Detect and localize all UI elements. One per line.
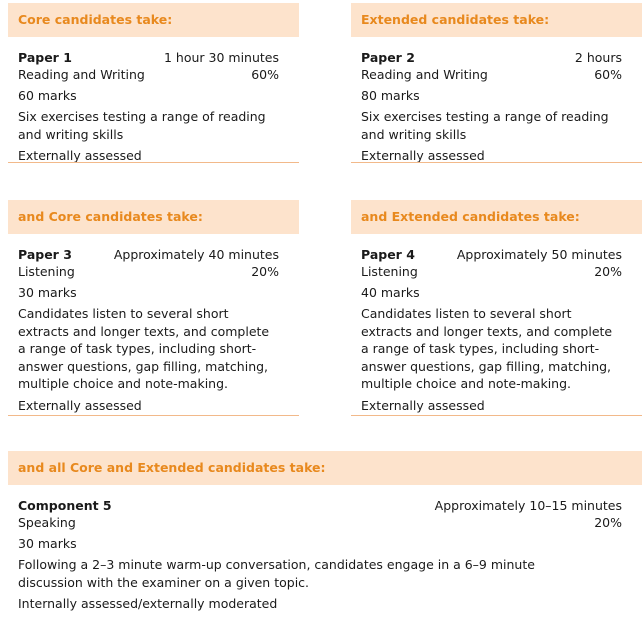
paper-assessment: Externally assessed: [18, 148, 142, 163]
paper-assessment: Externally assessed: [18, 397, 142, 413]
paper-skill: Speaking: [18, 515, 76, 530]
paper-weight: 60%: [594, 67, 622, 82]
paper-marks: 60 marks: [18, 88, 77, 103]
paper-title: Paper 2: [361, 50, 415, 65]
paper-description: Following a 2–3 minute warm-up conversation, candidates engage in a 6–9 minute discussion with the examiner on a given topic.: [18, 557, 535, 590]
paper-skill: Reading and Writing: [361, 67, 488, 82]
panel-divider: [8, 162, 299, 163]
paper-weight: 20%: [594, 515, 622, 530]
all-candidates-component-5-panel: [8, 451, 642, 616]
paper-description: Candidates listen to several short extracts and longer texts, and complete a range of task types, including short-answer questions, gap filling, matching, multiple choice and note-making.: [18, 306, 270, 391]
core-header: Core candidates take:: [8, 3, 299, 37]
paper-marks: 30 marks: [18, 536, 77, 551]
paper-skill: Listening: [18, 264, 75, 279]
panel-divider: [351, 415, 642, 416]
paper-description: Six exercises testing a range of reading and writing skills: [18, 109, 266, 142]
paper-duration: 1 hour 30 minutes: [163, 50, 279, 65]
paper-title: Paper 4: [361, 247, 415, 262]
paper-marks: 80 marks: [361, 88, 420, 103]
core-listening-header: and Core candidates take:: [8, 200, 299, 234]
paper-skill: Listening: [361, 264, 418, 279]
extended-listening-header: and Extended candidates take:: [351, 200, 642, 234]
all-candidates-header: and all Core and Extended candidates take:: [8, 451, 642, 485]
paper-weight: 20%: [594, 264, 622, 279]
extended-paper-2-panel: [351, 3, 642, 163]
panel-divider: [8, 415, 299, 416]
paper-description: Six exercises testing a range of reading and writing skills: [361, 109, 609, 142]
paper-assessment: Internally assessed/externally moderated: [18, 596, 278, 611]
core-paper-1-panel: [8, 3, 299, 163]
paper-duration: Approximately 50 minutes: [456, 247, 622, 262]
paper-marks: 40 marks: [361, 285, 420, 300]
core-paper-3-panel: [8, 200, 299, 416]
panel-divider: [351, 162, 642, 163]
paper-assessment: Externally assessed: [361, 397, 485, 413]
paper-description: Candidates listen to several short extracts and longer texts, and complete a range of task types, including short-answer questions, gap filling, matching, multiple choice and note-making.: [361, 306, 613, 391]
paper-title: Paper 3: [18, 247, 72, 262]
extended-header: Extended candidates take:: [351, 3, 642, 37]
paper-title: Paper 1: [18, 50, 72, 65]
paper-assessment: Externally assessed: [361, 148, 485, 163]
paper-skill: Reading and Writing: [18, 67, 145, 82]
paper-duration: Approximately 40 minutes: [113, 247, 279, 262]
paper-weight: 60%: [251, 67, 279, 82]
paper-duration: 2 hours: [574, 50, 622, 65]
extended-paper-4-panel: [351, 200, 642, 416]
paper-weight: 20%: [251, 264, 279, 279]
paper-marks: 30 marks: [18, 285, 77, 300]
paper-title: Component 5: [18, 498, 112, 513]
paper-duration: Approximately 10–15 minutes: [434, 498, 622, 513]
